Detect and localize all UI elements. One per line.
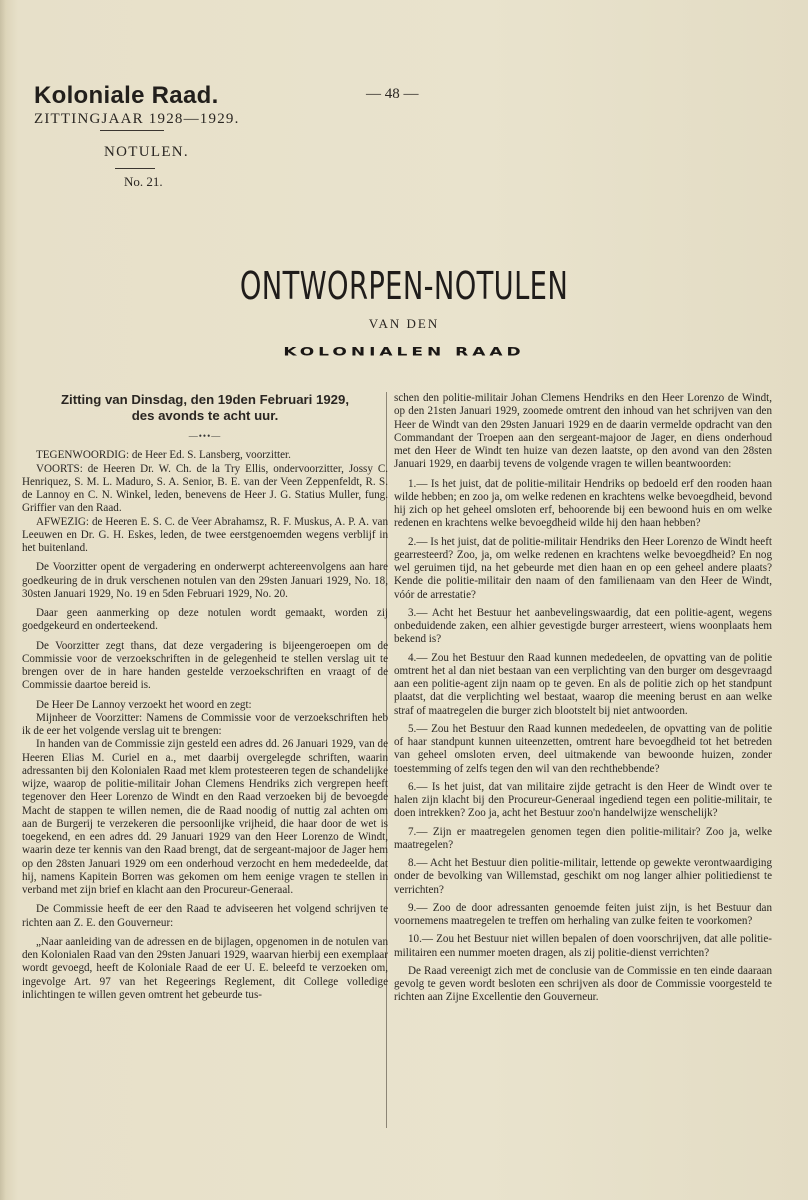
left-column xyxy=(22,392,388,1008)
paragraph-absent: AFWEZIG: de Heeren E. S. C. de Veer Abrahamsz, R. F. Muskus, A. P. A. van Leeuwen en Dr. G. H. Eskes, leden, de twee eerstgenoemden wegens verblijf in het buitenland. xyxy=(22,515,388,554)
paragraph-advice: De Commissie heeft de eer den Raad te adviseeren het volgend schrijven te richten aan Z. E. den Gouverneur: xyxy=(22,903,388,929)
question-item: 4.— Zou het Bestuur den Raad kunnen mededeelen, de opvatting van de politie omtrent het al dan niet bestaan van een verplichting van den burger om desgevraagd aan een politie-agent zijn naam op te geven. En als de politie zich op het standpunt plaatst, dat die verplichting wel bestaat, waarop die meening berust en aan welke straf of maatregelen die burger zich blootstelt bij niet antwoorden. xyxy=(394,651,772,717)
masthead-rule xyxy=(100,130,164,131)
question-item: 8.— Acht het Bestuur dien politie-militair, lettende op gewekte verontwaardiging onder de bevolking van Willemstad, geschikt om nog langer alhier politiedienst te verrichten? xyxy=(394,857,772,896)
issue-number: No. 21. xyxy=(124,174,163,189)
question-item: 2.— Is het juist, dat de politie-militair Hendriks den Heer Lorenzo de Windt heeft gearresteerd? Zoo, ja, om welke redenen en krachtens welke bevoegdheid? En nog wel geruimen tijd, na het gebeurde met dien haan en op een geheel andere plaats? Kende die politie-militair den naam of den familienaam van den Heer de Windt, vóór de arrestatie? xyxy=(394,535,772,601)
masthead xyxy=(34,82,264,128)
session-line-2: des avonds te acht uur. xyxy=(131,408,279,423)
page-number: — 48 — xyxy=(366,86,419,102)
session-line-1: Zitting van Dinsdag, den 19den Februari 1929, xyxy=(61,392,349,407)
main-title: ONTWORPEN-NOTULEN xyxy=(239,264,569,308)
question-item: 10.— Zou het Bestuur niet willen bepalen of doen voorschrijven, dat alle politie-militairen een nummer moeten dragen, als zij politie-dienst verrichten? xyxy=(394,933,772,959)
right-column xyxy=(394,392,772,1011)
paragraph-report-intro: Mijnheer de Voorzitter: Namens de Commissie voor de verzoekschriften heb ik de eer het volgende verslag uit te brengen: xyxy=(22,711,388,737)
question-list xyxy=(394,478,772,960)
question-item: 7.— Zijn er maatregelen genomen tegen dien politie-militair? Zoo ja, welke maatregelen? xyxy=(394,825,772,851)
ornament-divider: —•••— xyxy=(188,431,222,441)
paragraph-present: TEGENWOORDIG: de Heer Ed. S. Lansberg, voorzitter. xyxy=(36,449,291,462)
paragraph-de-lannoy: De Heer De Lannoy verzoekt het woord en zegt: xyxy=(36,698,252,711)
question-item: 1.— Is het juist, dat de politie-militair Hendriks op bedoeld erf den rooden haan wilde hebben; en zoo ja, om welke redenen en krachtens welke bevoegdheid, bevond hij zich op het geheel omsloten erf, behoorende bij een bewoond huis en om welke redenen en krachtens welke bevoegdheid wilde hij den haan hebben? xyxy=(394,477,772,530)
publication-title: Koloniale Raad. xyxy=(34,82,219,109)
paragraph-also: VOORTS: de Heeren Dr. W. Ch. de la Try Ellis, ondervoorzitter, Jossy C. Henriquez, S. M. L. Maduro, S. A. Senior, B. E. van der Veen Zeppenfeldt, R. S. de Lannoy en C. N. Winkel, leden, benevens de Heer J. G. Statius Muller, fung. Griffier van den Raad. xyxy=(22,462,388,515)
paragraph-letter-start: „Naar aanleiding van de adressen en de bijlagen, opgenomen in de notulen van den Kolonialen Raad van den 29sten Januari 1929, waarvan hierbij een exemplaar wordt gevoegd, heeft de Koloniale Raad de eer U. E. beleefd te verzoeken om, ingevolge Art. 97 van het Regeerings Reglement, dit College volledige inlichtingen te willen geven omtrent het gebeurde tus- xyxy=(22,935,388,1001)
notulen-label: NOTULEN. xyxy=(104,144,189,160)
notulen-rule xyxy=(115,168,155,169)
question-item: 9.— Zoo de door adressanten genoemde feiten juist zijn, is het Bestuur dan voornemens maatregelen te treffen om herhaling van zulke feiten te voorkomen? xyxy=(394,901,772,927)
paragraph-commission: De Voorzitter zegt thans, dat deze vergadering is bijeengeroepen om de Commissie voor de verzoekschriften in de gelegenheid te stellen verslag uit te brengen over de in hare handen gestelde verzoekschriften en vraagt of de Commissie daartoe bereid is. xyxy=(22,639,388,692)
question-item: 5.— Zou het Bestuur den Raad kunnen mededeelen, de opvatting van de politie of haar standpunt kunnen uiteenzetten, omtrent hare bevoegdheid tot het betreden van geheel omsloten erven, deel uitmakende van bewoonde huizen, zonder toestemming of zelfs tegen den wil van den rechthebbende? xyxy=(394,722,772,775)
van-den-label: VAN DEN xyxy=(368,316,440,331)
council-banner: KOLONIALEN RAAD xyxy=(283,345,525,359)
session-year: ZITTINGJAAR 1928—1929. xyxy=(34,111,240,127)
paragraph-approval: Daar geen aanmerking op deze notulen wordt gemaakt, worden zij goedgekeurd en onderteekend. xyxy=(22,607,388,633)
paragraph-closing: De Raad vereenigt zich met de conclusie van de Commissie en ten einde daaraan gevolg te geven wordt besloten een schrijven als door de Commissie voorgesteld te richten aan Zijne Excellentie den Gouverneur. xyxy=(394,964,772,1004)
paragraph-letter-cont: schen den politie-militair Johan Clemens Hendriks en den Heer Lorenzo de Windt, op den 21sten Januari 1929, zoomede omtrent den inhoud van het schrijven van den Heer de Windt van den 29sten Januari 1929 en de daarin vermelde opdracht van den Commandant der Troepen aan den sergeant-majoor de Jager, en diens onderhoud met den Heer de Windt ten huize van dezen laatste, op den avond van den 28sten Januari 1929, en daarbij tevens de volgende vragen te willen beantwoorden: xyxy=(394,392,772,471)
question-item: 3.— Acht het Bestuur het aanbevelingswaardig, dat een politie-agent, wegens onbeduidende zaken, een alhier gevestigde burger arresteert, wiens woonplaats hem bekend is? xyxy=(394,606,772,646)
question-item: 6.— Is het juist, dat van militaire zijde getracht is den Heer de Windt over te halen zijn klacht bij den Procureur-Generaal ingediend tegen een politie-militair, te doen intrekken? Zoo ja, acht het Bestuur zoo'n handelwijze wenschelijk? xyxy=(394,780,772,820)
paragraph-opening: De Voorzitter opent de vergadering en onderwerpt achtereenvolgens aan hare goedkeuring de in druk verschenen notulen van den 29sten Januari 1929, No. 18, 30sten Januari 1929, No. 19 en 5den Februari 1929, No. 20. xyxy=(22,561,388,600)
paragraph-addresses: In handen van de Commissie zijn gesteld een adres dd. 26 Januari 1929, van de Heeren Elias M. Curiel en a., met daarbij overgelegde schriften, waarin adressanten bij den Kolonialen Raad met klem protesteeren tegen de schandelijke wijze, waarop de politie-militair Johan Clemens Hendriks zich vergrepen heeft tegenover den Heer Lorenzo de Windt en den Raad verzoeken bij de bevoegde Macht de stappen te willen nemen, die de Raad noodig of nuttig zal achten om aan de Burgerij te verzekeren die persoonlijke vrijheid, die haar door de wet is toegekend, en een adres dd. 29 Januari 1929 van den Heer Lorenzo de Windt, waarin deze ter kennis van den Raad brengt, dat de sergeant-majoor de Jager hem op den 28sten Januari 1929 om een onderhoud verzocht en hem mededeelde, dat hij, namens Kapitein Borren was gekomen om hem eenige vragen te stellen in verband met zijn brief en klacht aan den Procureur-Generaal. xyxy=(22,738,388,896)
session-heading xyxy=(22,392,388,424)
